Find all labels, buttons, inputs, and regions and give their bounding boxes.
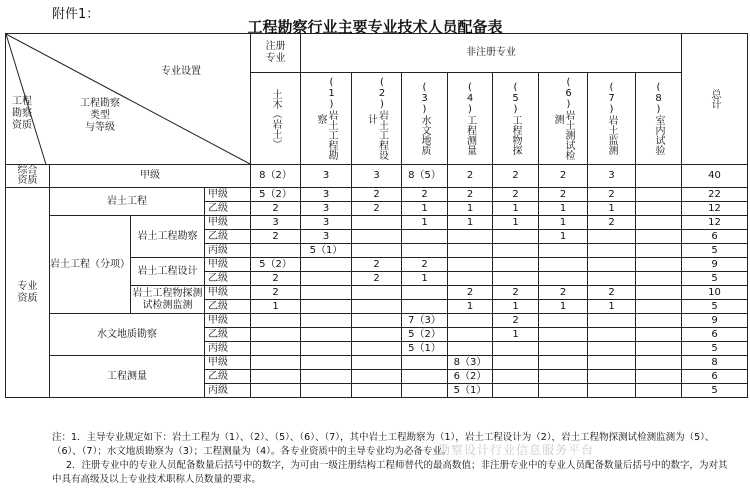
cell <box>251 384 301 398</box>
cell <box>636 244 682 258</box>
total-cell: 5 <box>682 244 748 258</box>
cell: 2 <box>352 202 402 216</box>
cell <box>493 370 539 384</box>
grade-label: 乙级 <box>205 328 251 342</box>
cell: 1 <box>493 216 539 230</box>
cell: 1 <box>448 300 493 314</box>
cell <box>352 216 402 230</box>
cell <box>301 384 352 398</box>
cell: 3 <box>301 202 352 216</box>
cell <box>588 314 636 328</box>
cell <box>588 258 636 272</box>
cell <box>493 384 539 398</box>
cell <box>301 328 352 342</box>
cell: 2 <box>251 272 301 286</box>
staffing-table <box>5 33 748 398</box>
cell: 5（1） <box>402 342 448 356</box>
cell <box>636 370 682 384</box>
cell <box>539 244 588 258</box>
cell <box>352 286 402 300</box>
cell <box>301 286 352 300</box>
cell <box>448 272 493 286</box>
cell: 1 <box>402 216 448 230</box>
col-measure: (4)工程测量 <box>448 73 493 165</box>
cell <box>251 356 301 370</box>
cell <box>493 272 539 286</box>
cell: 2 <box>448 188 493 202</box>
geo-eng-sub-label: 岩土工程（分项） <box>50 216 131 314</box>
row-comprehensive <box>6 165 748 188</box>
cell <box>352 244 402 258</box>
cell: 1 <box>402 272 448 286</box>
total-cell: 40 <box>682 165 748 188</box>
grade-label: 乙级 <box>205 370 251 384</box>
col-testing: (6)岩土测试检测 <box>539 73 588 165</box>
cell: 1 <box>448 216 493 230</box>
grade-label: 乙级 <box>205 202 251 216</box>
cell: 8（3） <box>448 356 493 370</box>
cell <box>251 370 301 384</box>
cell: 1 <box>493 202 539 216</box>
cell <box>493 244 539 258</box>
cell <box>251 244 301 258</box>
grade-label: 甲级 <box>205 188 251 202</box>
cell <box>588 328 636 342</box>
cell <box>539 328 588 342</box>
total-cell: 12 <box>682 216 748 230</box>
corner-top-label: 专业设置 <box>161 66 201 77</box>
cell <box>636 356 682 370</box>
corner-left-label: 工程 勘察 资质 <box>12 96 32 131</box>
cell <box>539 370 588 384</box>
cell <box>636 342 682 356</box>
grade-label: 甲级 <box>205 356 251 370</box>
cell: 2 <box>352 188 402 202</box>
cell <box>352 300 402 314</box>
cell <box>493 342 539 356</box>
cell: 3 <box>301 188 352 202</box>
cell: 2 <box>251 202 301 216</box>
cell <box>539 384 588 398</box>
cell: 7（3） <box>402 314 448 328</box>
cell: 1 <box>539 300 588 314</box>
table-row <box>6 188 748 202</box>
cell: 3 <box>588 165 636 188</box>
cell <box>588 370 636 384</box>
note-2: 2．注册专业中的专业人员配备数量后括号中的数字，为可由一级注册结构工程师替代的最高数值；非注册专业中的专业人员配备数量后括号中的数字，为对其中具有高级及以上专业技术职称人员数量的要求。 <box>52 460 728 485</box>
cell <box>301 314 352 328</box>
cell <box>402 384 448 398</box>
total-cell: 6 <box>682 230 748 244</box>
grade-label: 丙级 <box>205 384 251 398</box>
grade-label: 甲级 <box>205 286 251 300</box>
col-design: (2)岩土工程设计 <box>352 73 402 165</box>
cell <box>588 230 636 244</box>
cell <box>636 216 682 230</box>
cell <box>636 165 682 188</box>
cell <box>352 230 402 244</box>
total-cell: 6 <box>682 328 748 342</box>
cell <box>352 328 402 342</box>
cell: 3 <box>301 216 352 230</box>
cell: 2 <box>402 188 448 202</box>
cell <box>352 356 402 370</box>
cell: 8（5） <box>402 165 448 188</box>
cell: 1 <box>251 300 301 314</box>
cell <box>352 342 402 356</box>
hydro-label: 水文地质勘察 <box>50 314 205 356</box>
cell <box>539 342 588 356</box>
cell <box>352 370 402 384</box>
total-cell: 5 <box>682 342 748 356</box>
grade-label: 甲级 <box>205 258 251 272</box>
grade-label: 甲级 <box>50 165 251 188</box>
cell: 1 <box>402 202 448 216</box>
total-cell: 22 <box>682 188 748 202</box>
registered-header: 注册专业 <box>251 34 301 73</box>
cell: 2 <box>448 165 493 188</box>
cell <box>636 202 682 216</box>
grade-label: 甲级 <box>205 314 251 328</box>
cell <box>402 286 448 300</box>
total-cell: 5 <box>682 272 748 286</box>
cell <box>301 258 352 272</box>
cell: 2 <box>493 165 539 188</box>
cell: 3 <box>352 165 402 188</box>
cell: 3 <box>251 216 301 230</box>
cell: 2 <box>251 230 301 244</box>
table-title: 工程勘察行业主要专业技术人员配备表 <box>247 18 503 36</box>
cell <box>251 314 301 328</box>
watermark: 勘察设计行业信息服务平台 <box>438 443 595 457</box>
cell: 3 <box>301 230 352 244</box>
cell <box>448 328 493 342</box>
annex-label: 附件1： <box>52 7 100 22</box>
comprehensive-label: 综合资质 <box>6 165 50 188</box>
cell: 2 <box>539 286 588 300</box>
cell <box>539 356 588 370</box>
survey-label: 岩土工程勘察 <box>131 216 205 258</box>
cell: 2 <box>493 314 539 328</box>
professional-label: 专业资质 <box>6 188 50 398</box>
measure-label: 工程测量 <box>50 356 205 398</box>
cell: 1 <box>539 230 588 244</box>
cell <box>402 356 448 370</box>
cell: 2 <box>352 272 402 286</box>
cell: 3 <box>301 165 352 188</box>
grade-label: 丙级 <box>205 244 251 258</box>
cell: 2 <box>493 286 539 300</box>
cell <box>636 258 682 272</box>
col-monitoring: (7)岩土监测 <box>588 73 636 165</box>
cell: 5（1） <box>448 384 493 398</box>
col-lab: (8)室内试验 <box>636 73 682 165</box>
cell <box>301 342 352 356</box>
total-cell: 5 <box>682 384 748 398</box>
cell <box>352 314 402 328</box>
cell: 2 <box>448 286 493 300</box>
cell: 1 <box>539 216 588 230</box>
cell <box>251 342 301 356</box>
total-header: 总计 <box>682 34 748 165</box>
cell <box>448 258 493 272</box>
cell: 1 <box>588 300 636 314</box>
col-hydro: (3)水文地质 <box>402 73 448 165</box>
grade-label: 丙级 <box>205 342 251 356</box>
cell <box>636 328 682 342</box>
corner-mid-label: 工程勘察 类型 与等级 <box>80 98 120 133</box>
cell: 1 <box>588 202 636 216</box>
cell: 2 <box>493 188 539 202</box>
cell <box>539 272 588 286</box>
geo-eng-label: 岩土工程 <box>50 188 205 216</box>
testing-label: 岩土工程物探测试检测监测 <box>131 286 205 314</box>
grade-label: 乙级 <box>205 272 251 286</box>
cell <box>636 300 682 314</box>
cell <box>448 342 493 356</box>
cell: 2 <box>539 188 588 202</box>
cell <box>402 300 448 314</box>
cell <box>301 272 352 286</box>
cell <box>588 342 636 356</box>
cell <box>448 244 493 258</box>
cell <box>301 370 352 384</box>
cell: 1 <box>539 202 588 216</box>
col-survey: (1)岩土工程勘察 <box>301 73 352 165</box>
cell: 5（1） <box>301 244 352 258</box>
non-registered-header: 非注册专业 <box>301 34 682 73</box>
cell <box>588 356 636 370</box>
cell <box>539 258 588 272</box>
cell: 8（2） <box>251 165 301 188</box>
grade-label: 乙级 <box>205 300 251 314</box>
cell: 5（2） <box>251 188 301 202</box>
cell <box>588 272 636 286</box>
grade-label: 乙级 <box>205 230 251 244</box>
cell: 2 <box>588 286 636 300</box>
design-label: 岩土工程设计 <box>131 258 205 286</box>
cell <box>636 272 682 286</box>
cell <box>352 384 402 398</box>
cell <box>588 384 636 398</box>
cell <box>251 328 301 342</box>
cell: 5（2） <box>402 328 448 342</box>
cell: 1 <box>493 300 539 314</box>
cell: 1 <box>448 202 493 216</box>
cell: 2 <box>251 286 301 300</box>
cell <box>636 230 682 244</box>
table-row <box>6 216 748 230</box>
col-geophysics: (5)工程物探 <box>493 73 539 165</box>
note-1: 注：1．主导专业规定如下：岩土工程为（1）、（2）、（5）、（6）、（7），其中岩土工程勘察为（1），岩土工程设计为（2），岩土工程物探测试检测监测为（5）、（6）、（7）；水文地质勘察为（3）；工程测量为（4）。各专业资质中的主导专业均为必备专业。 <box>52 432 715 457</box>
cell <box>588 244 636 258</box>
cell <box>402 230 448 244</box>
cell: 5（2） <box>251 258 301 272</box>
cell <box>402 244 448 258</box>
col-civil: 土木（岩土） <box>251 73 301 165</box>
header-corner <box>6 34 251 165</box>
cell <box>493 356 539 370</box>
cell: 2 <box>588 188 636 202</box>
total-cell: 12 <box>682 202 748 216</box>
cell <box>539 314 588 328</box>
cell: 2 <box>352 258 402 272</box>
total-cell: 9 <box>682 258 748 272</box>
table-row <box>6 314 748 328</box>
cell: 6（2） <box>448 370 493 384</box>
total-cell: 10 <box>682 286 748 300</box>
total-cell: 8 <box>682 356 748 370</box>
total-cell: 9 <box>682 314 748 328</box>
cell: 1 <box>493 328 539 342</box>
cell <box>636 188 682 202</box>
grade-label: 甲级 <box>205 216 251 230</box>
cell <box>493 258 539 272</box>
cell <box>301 300 352 314</box>
cell <box>636 314 682 328</box>
total-cell: 6 <box>682 370 748 384</box>
cell: 2 <box>539 165 588 188</box>
cell: 2 <box>588 216 636 230</box>
cell <box>301 356 352 370</box>
cell: 2 <box>402 258 448 272</box>
cell <box>448 314 493 328</box>
cell <box>448 230 493 244</box>
cell <box>493 230 539 244</box>
total-cell: 5 <box>682 300 748 314</box>
table-row <box>6 356 748 370</box>
cell <box>402 370 448 384</box>
cell <box>636 286 682 300</box>
notes <box>52 431 732 487</box>
cell <box>636 384 682 398</box>
